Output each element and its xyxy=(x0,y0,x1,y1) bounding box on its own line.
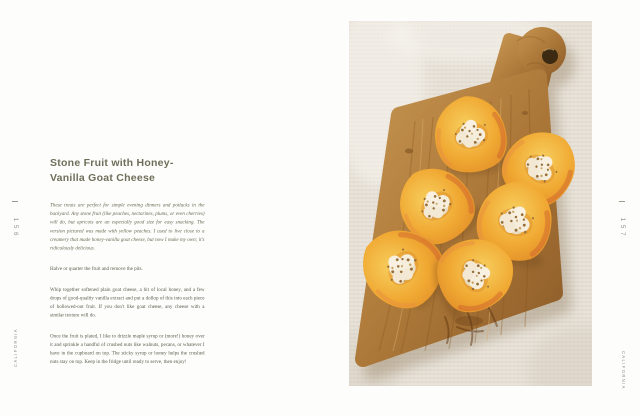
chapter-label-left: CALIFORNIA xyxy=(13,328,19,368)
recipe-title-line2: Vanilla Goat Cheese xyxy=(50,172,156,185)
recipe-title xyxy=(50,156,230,186)
recipe-photo xyxy=(349,21,592,386)
page-number-rule xyxy=(619,201,625,202)
recipe-step-2: Whip together softened plain goat cheese, a bit of local honey, and a few drops of good-quality vanilla extract and put a dollop of this into each piece of hollowed-out fruit. If you don't like goat cheese, any cheese with a similar texture will do. xyxy=(50,286,205,319)
board-handle-knob xyxy=(518,27,566,75)
recipe-step-3: Once the fruit is plated, I like to drizzle maple syrup or (more!) honey over it and sprinkle a handful of crushed nuts like walnuts, pecans, or whatever I have in the cupboard on top. The sticky syrup or honey helps the crushed nuts stay on top. Keep in the fridge until ready to serve, then enjoy! xyxy=(50,333,205,365)
wood-knot xyxy=(522,111,528,115)
recipe-title-line1: Stone Fruit with Honey- xyxy=(50,157,174,170)
page-number-rule xyxy=(12,201,18,202)
page-number-left: 156 xyxy=(11,217,19,240)
recipe-intro: These treats are perfect for simple evening dinners and potlucks in the backyard. Any stone fruit (like peaches, nectarines, plums, or even cherries) will do, but apricots are an especially good size for easy snacking. The version pictured was made with yellow peaches. I used to live close to a creamery that made honey-vanilla goat cheese, but now I make my own; it's ridiculously delicious. xyxy=(50,202,205,251)
wood-knot xyxy=(405,149,413,154)
photo-scene xyxy=(349,21,592,386)
chapter-label-right: CALIFORNIA xyxy=(620,350,626,390)
recipe-body xyxy=(50,201,205,378)
recipe-step-1: Halve or quarter the fruit and remove the pits. xyxy=(50,266,143,272)
page-number-right: 157 xyxy=(618,217,626,240)
